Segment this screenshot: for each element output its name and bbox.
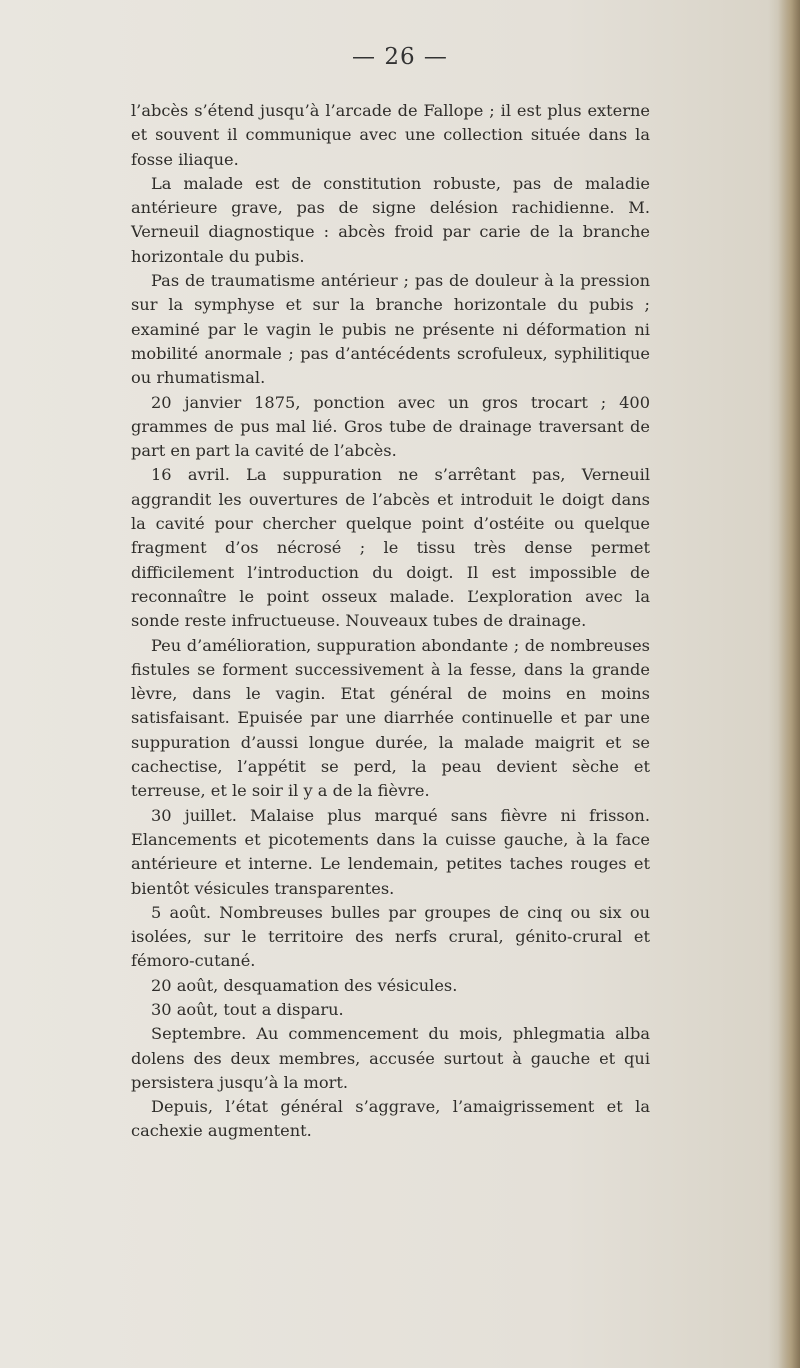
paragraph-september: Septembre. Au commencement du mois, phlegmatia alba dolens des deux membres, accusée surtout à gauche et qui persistera jusqu’à la mort.: [131, 1024, 650, 1092]
page-edge-shadow: [778, 0, 800, 1368]
paragraph-august-20: 20 août, desquamation des vésicules.: [151, 975, 458, 995]
paragraph-july-30: 30 juillet. Malaise plus marqué sans fièvre ni frisson. Elancements et picotements dans la cuisse gauche, à la face antérieure et interne. Le lendemain, petites taches rouges et bientôt vésicules transparentes.: [131, 805, 650, 898]
page-number: — 26 —: [352, 44, 448, 70]
paragraph-august-30: 30 août, tout a disparu.: [151, 999, 344, 1019]
paragraph-since: Depuis, l’état général s’aggrave, l’amaigrissement et la cachexie augmentent.: [131, 1097, 650, 1141]
body-text: [131, 99, 650, 1144]
paragraph-april-exploration: 16 avril. La suppuration ne s’arrêtant pas, Verneuil aggrandit les ouvertures de l’abcès et introduit le doigt dans la cavité pour chercher quelque point d’ostéite ou quelque fragment d’os nécrosé ; le tissu très dense permet difficilement l’introduction du doigt. Il est impossible de reconnaître le point osseux malade. L’exploration avec la sonde reste infructueuse. Nouveaux tubes de drainage.: [131, 465, 650, 631]
paragraph-fistulas: Peu d’amélioration, suppuration abondante ; de nombreuses fistules se forment successivement à la fesse, dans la grande lèvre, dans le vagin. Etat général de moins en moins satisfaisant. Epuisée par une diarrhée continuelle et par une suppuration d’aussi longue durée, la malade maigrit et se cachectise, l’appétit se perd, la peau devient sèche et terreuse, et le soir il y a de la fièvre.: [131, 635, 650, 801]
paragraph-no-trauma: Pas de traumatisme antérieur ; pas de douleur à la pression sur la symphyse et sur la branche horizontale du pubis ; examiné par le vagin le pubis ne présente ni déformation ni mobilité anormale ; pas d’antécédents scrofuleux, syphilitique ou rhumatismal.: [131, 271, 650, 388]
paragraph-patient-constitution: La malade est de constitution robuste, pas de maladie antérieure grave, pas de signe delésion rachidienne. M. Verneuil diagnostique : abcès froid par carie de la branche horizontale du pubis.: [131, 173, 650, 266]
paragraph-continuation: l’abcès s’étend jusqu’à l’arcade de Fallope ; il est plus externe et souvent il communique avec une collection située dans la fosse iliaque.: [131, 101, 650, 169]
paragraph-august-5: 5 août. Nombreuses bulles par groupes de cinq ou six ou isolées, sur le territoire des nerfs crural, génito-crural et fémoro-cutané.: [131, 902, 650, 971]
paragraph-january-puncture: 20 janvier 1875, ponction avec un gros trocart ; 400 grammes de pus mal lié. Gros tube de drainage traversant de part en part la cavité de l’abcès.: [131, 392, 650, 461]
